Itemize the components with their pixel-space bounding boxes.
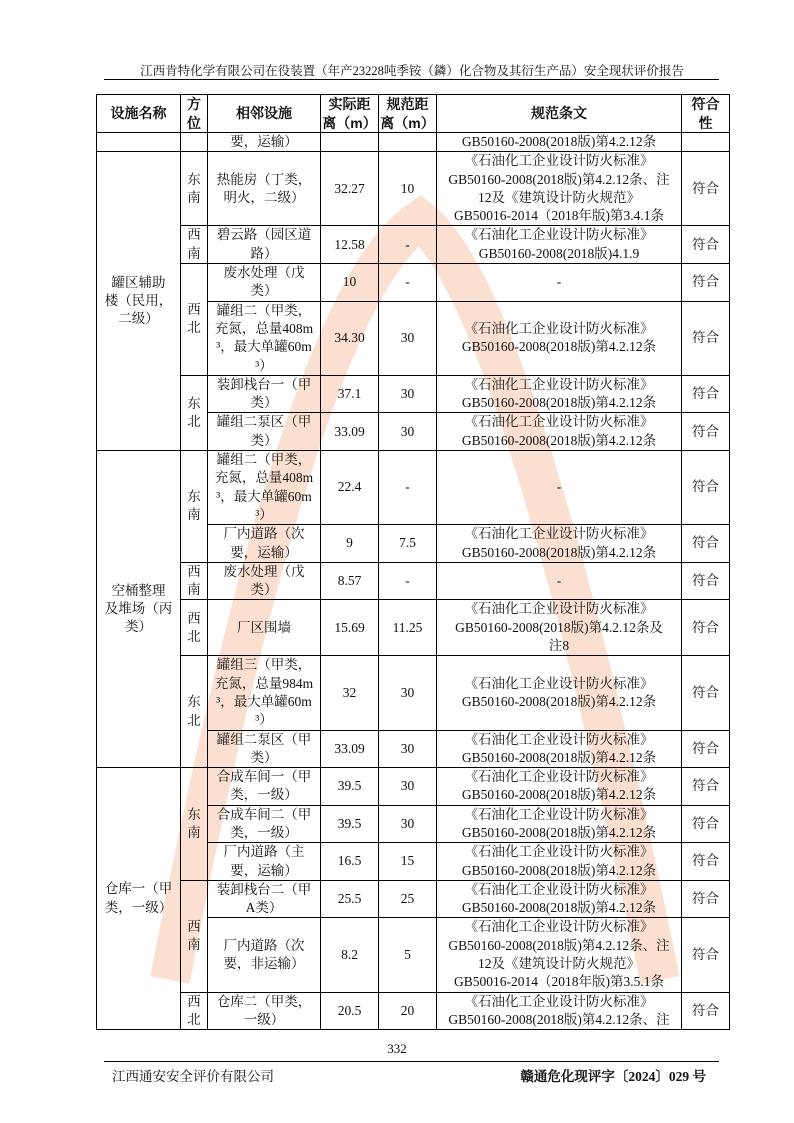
- cell-spec-distance: 20: [379, 992, 437, 1030]
- cell-direction: 东 南: [181, 768, 208, 881]
- running-header: 江西肯特化学有限公司在役装置（年产23228吨季铵（鏻）化合物及其衍生产品）安全现状评价报告: [140, 64, 684, 78]
- cell-result: 符合: [682, 525, 730, 563]
- distance-table: [96, 94, 730, 1030]
- cell-actual-distance: 32: [321, 656, 379, 730]
- cell-clause: 《石油化工企业设计防火标准》 GB50160-2008(2018版)第4.2.12条、注 12及《建筑设计防火规范》 GB50016-2014（2018年版)第3.4.1条: [437, 152, 682, 226]
- cell-direction: 西 北: [181, 264, 208, 376]
- footer-doc-number: 赣通危化现评字〔2024〕029 号: [520, 1069, 706, 1084]
- cell-actual-distance: 37.1: [321, 375, 379, 413]
- cell-result: 符合: [682, 992, 730, 1030]
- cell-facility: 罐区辅助 楼（民用， 二级）: [97, 152, 181, 451]
- cell-neighbor: 罐组二（甲类， 充氮，总量408m ³，最大单罐60m ³）: [208, 301, 321, 375]
- table-row: [97, 656, 730, 730]
- cell-spec-distance: 30: [379, 656, 437, 730]
- cell-direction: 西 南: [181, 226, 208, 264]
- cell-clause: -: [437, 562, 682, 600]
- cell-clause: 《石油化工企业设计防火标准》 GB50160-2008(2018版)第4.2.12条: [437, 525, 682, 563]
- cell-spec-distance: 15: [379, 843, 437, 881]
- cell-spec-distance: -: [379, 451, 437, 525]
- column-header: 实际距 离（m）: [322, 96, 377, 131]
- footer-company: 江西通安安全评价有限公司: [112, 1069, 274, 1084]
- table-row: [97, 375, 730, 413]
- cell-neighbor: 废水处理（戊 类）: [208, 264, 321, 302]
- cell-facility: 空桶整理 及堆场（丙 类）: [97, 451, 181, 768]
- cell-result: 符合: [682, 918, 730, 992]
- table-row: [97, 562, 730, 600]
- cell-spec-distance: 30: [379, 375, 437, 413]
- cell-actual-distance: 34.30: [321, 301, 379, 375]
- cell-clause: 《石油化工企业设计防火标准》 GB50160-2008(2018版)第4.2.12条: [437, 730, 682, 768]
- cell-spec-distance: 30: [379, 301, 437, 375]
- cell-neighbor: 废水处理（戊 类）: [208, 562, 321, 600]
- cell-direction: 西 北: [181, 600, 208, 656]
- table-row: [97, 600, 730, 656]
- cell-facility: [97, 133, 181, 152]
- cell-direction: 东 南: [181, 152, 208, 226]
- cell-result: 符合: [682, 880, 730, 918]
- cell-neighbor: 仓库二（甲类， 一级）: [208, 992, 321, 1030]
- cell-actual-distance: 8.57: [321, 562, 379, 600]
- cell-clause: GB50160-2008(2018版)第4.2.12条: [437, 133, 682, 152]
- cell-result: 符合: [682, 451, 730, 525]
- cell-direction: 西 南: [181, 880, 208, 992]
- cell-clause: 《石油化工企业设计防火标准》 GB50160-2008(2018版)第4.2.12条: [437, 880, 682, 918]
- cell-actual-distance: 12.58: [321, 226, 379, 264]
- cell-neighbor: 罐组二泵区（甲 类）: [208, 413, 321, 451]
- cell-actual-distance: 33.09: [321, 413, 379, 451]
- table-row: [97, 768, 730, 806]
- column-header: 相邻设施: [208, 95, 321, 133]
- cell-clause: 《石油化工企业设计防火标准》 GB50160-2008(2018版)4.1.9: [437, 226, 682, 264]
- cell-neighbor: 厂内道路（次 要，非运输）: [208, 918, 321, 992]
- table-row: [97, 992, 730, 1030]
- cell-spec-distance: [379, 133, 437, 152]
- header-divider: [104, 79, 719, 80]
- cell-result: 符合: [682, 768, 730, 806]
- cell-actual-distance: [321, 133, 379, 152]
- cell-spec-distance: 11.25: [379, 600, 437, 656]
- cell-neighbor: 装卸栈台一（甲 类）: [208, 375, 321, 413]
- table-row: [97, 133, 730, 152]
- cell-actual-distance: 39.5: [321, 805, 379, 843]
- column-header: 规范距 离（m）: [380, 96, 435, 131]
- table-row: [97, 152, 730, 226]
- cell-actual-distance: 15.69: [321, 600, 379, 656]
- cell-clause: 《石油化工企业设计防火标准》 GB50160-2008(2018版)第4.2.12条: [437, 843, 682, 881]
- cell-actual-distance: 25.5: [321, 880, 379, 918]
- table-header-row: [97, 95, 730, 133]
- cell-neighbor: 碧云路（园区道 路）: [208, 226, 321, 264]
- table-row: [97, 880, 730, 918]
- cell-result: 符合: [682, 656, 730, 730]
- cell-spec-distance: 7.5: [379, 525, 437, 563]
- cell-actual-distance: 9: [321, 525, 379, 563]
- cell-actual-distance: 8.2: [321, 918, 379, 992]
- cell-actual-distance: 10: [321, 264, 379, 302]
- cell-neighbor: 装卸栈台二（甲 A类）: [208, 880, 321, 918]
- cell-spec-distance: -: [379, 264, 437, 302]
- column-header: 设施名称: [97, 95, 181, 133]
- cell-neighbor: 罐组二（甲类， 充氮，总量408m ³，最大单罐60m ³）: [208, 451, 321, 525]
- cell-direction: 东 北: [181, 375, 208, 450]
- column-header: 规范条文: [437, 95, 682, 133]
- table-row: [97, 264, 730, 302]
- cell-neighbor: 厂内道路（主 要，运输）: [208, 843, 321, 881]
- cell-spec-distance: 30: [379, 805, 437, 843]
- cell-clause: 《石油化工企业设计防火标准》 GB50160-2008(2018版)第4.2.12条: [437, 301, 682, 375]
- cell-clause: 《石油化工企业设计防火标准》 GB50160-2008(2018版)第4.2.12条、注 12及《建筑设计防火规范》 GB50016-2014（2018年版)第3.5.1条: [437, 918, 682, 992]
- cell-clause: 《石油化工企业设计防火标准》 GB50160-2008(2018版)第4.2.12条及 注8: [437, 600, 682, 656]
- cell-spec-distance: 30: [379, 413, 437, 451]
- cell-clause: 《石油化工企业设计防火标准》 GB50160-2008(2018版)第4.2.12条、注: [437, 992, 682, 1030]
- table-row: [97, 451, 730, 525]
- cell-spec-distance: -: [379, 562, 437, 600]
- page-number: 332: [387, 1041, 407, 1056]
- cell-direction: 西 南: [181, 562, 208, 600]
- cell-facility: 仓库一（甲 类，一级）: [97, 768, 181, 1030]
- cell-clause: 《石油化工企业设计防火标准》 GB50160-2008(2018版)第4.2.12条: [437, 375, 682, 413]
- cell-spec-distance: 25: [379, 880, 437, 918]
- cell-result: 符合: [682, 152, 730, 226]
- cell-result: 符合: [682, 264, 730, 302]
- cell-result: 符合: [682, 375, 730, 413]
- cell-result: 符合: [682, 413, 730, 451]
- cell-neighbor: 厂区围墙: [208, 600, 321, 656]
- cell-neighbor: 热能房（丁类， 明火，二级）: [208, 152, 321, 226]
- cell-actual-distance: 22.4: [321, 451, 379, 525]
- cell-actual-distance: 16.5: [321, 843, 379, 881]
- cell-clause: 《石油化工企业设计防火标准》 GB50160-2008(2018版)第4.2.12条: [437, 413, 682, 451]
- table-row: [97, 226, 730, 264]
- cell-actual-distance: 39.5: [321, 768, 379, 806]
- cell-result: 符合: [682, 843, 730, 881]
- cell-neighbor: 合成车间一（甲 类，一级）: [208, 768, 321, 806]
- cell-spec-distance: 5: [379, 918, 437, 992]
- cell-clause: -: [437, 451, 682, 525]
- cell-clause: -: [437, 264, 682, 302]
- cell-neighbor: 罐组三（甲类， 充氮，总量984m ³，最大单罐60m ³）: [208, 656, 321, 730]
- cell-actual-distance: 20.5: [321, 992, 379, 1030]
- cell-spec-distance: 30: [379, 768, 437, 806]
- cell-spec-distance: -: [379, 226, 437, 264]
- cell-actual-distance: 33.09: [321, 730, 379, 768]
- cell-direction: 东 北: [181, 656, 208, 768]
- cell-result: 符合: [682, 562, 730, 600]
- cell-direction: [181, 133, 208, 152]
- cell-clause: 《石油化工企业设计防火标准》 GB50160-2008(2018版)第4.2.12条: [437, 805, 682, 843]
- cell-spec-distance: 30: [379, 730, 437, 768]
- cell-actual-distance: 32.27: [321, 152, 379, 226]
- cell-result: 符合: [682, 226, 730, 264]
- cell-result: 符合: [682, 301, 730, 375]
- cell-neighbor: 厂内道路（次 要，运输）: [208, 525, 321, 563]
- cell-neighbor: 合成车间二（甲 类，一级）: [208, 805, 321, 843]
- footer-divider: [104, 1061, 719, 1062]
- cell-direction: 西 北: [181, 992, 208, 1030]
- cell-direction: 东 南: [181, 451, 208, 563]
- cell-result: [682, 133, 730, 152]
- cell-neighbor: 罐组二泵区（甲 类）: [208, 730, 321, 768]
- column-header: 方 位: [181, 95, 208, 133]
- cell-result: 符合: [682, 805, 730, 843]
- cell-result: 符合: [682, 600, 730, 656]
- column-header: 符合 性: [682, 95, 730, 133]
- cell-spec-distance: 10: [379, 152, 437, 226]
- cell-clause: 《石油化工企业设计防火标准》 GB50160-2008(2018版)第4.2.12条: [437, 656, 682, 730]
- cell-neighbor: 要，运输）: [208, 133, 321, 152]
- cell-clause: 《石油化工企业设计防火标准》 GB50160-2008(2018版)第4.2.12条: [437, 768, 682, 806]
- cell-result: 符合: [682, 730, 730, 768]
